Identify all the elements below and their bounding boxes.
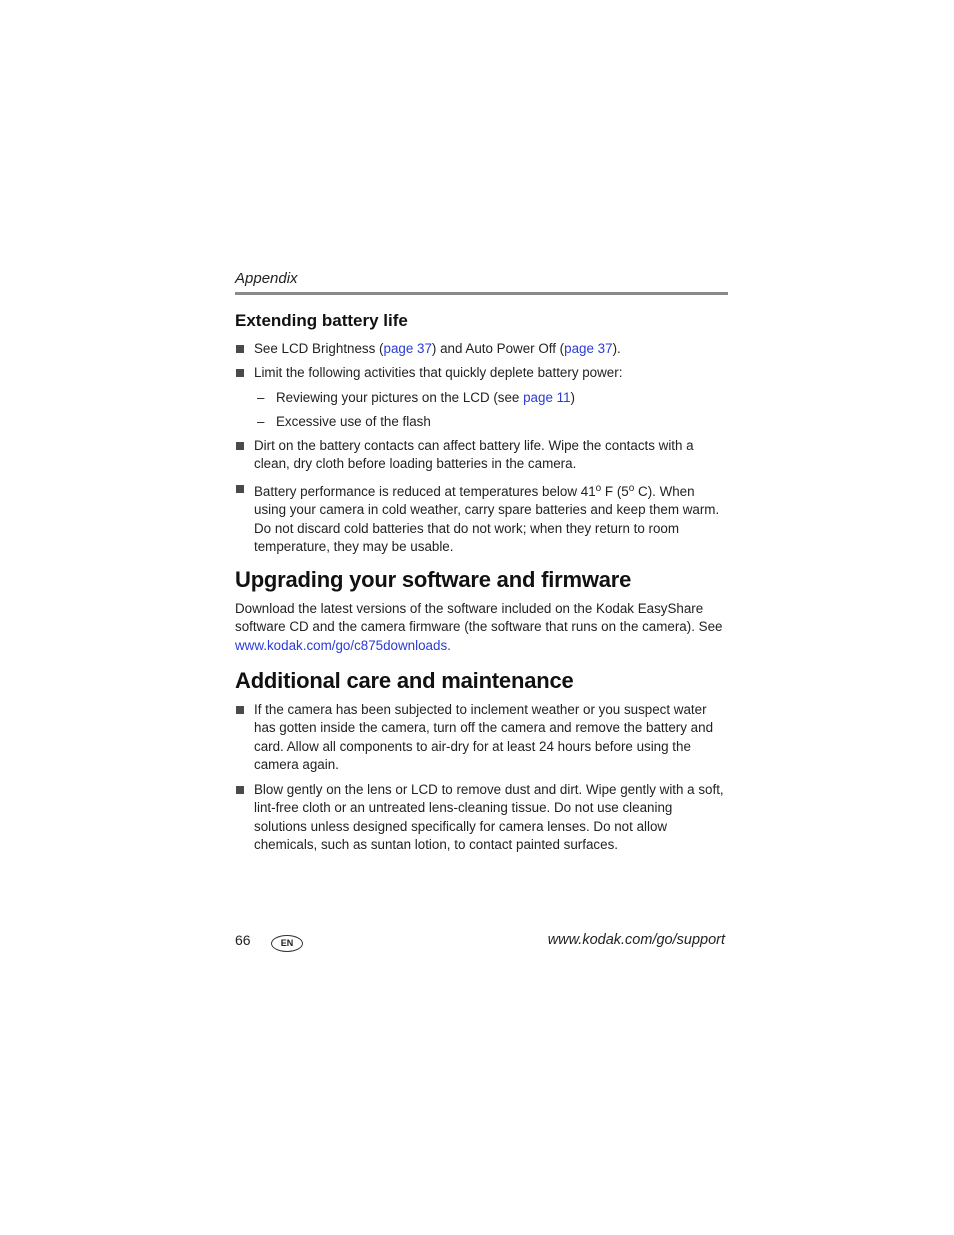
upgrading-paragraph: Download the latest versions of the software included on the Kodak EasyShare software CD and the camera firmware (the software that runs on the camera). See www.kodak.com/go/c875downloads.: [235, 601, 723, 653]
sub-item-text: Excessive use of the flash: [276, 414, 431, 429]
dash-bullet-icon: –: [257, 390, 265, 405]
header-rule: [235, 292, 728, 295]
section-heading-care: Additional care and maintenance: [235, 668, 574, 693]
bullet-item: [235, 364, 728, 382]
bullet-text: Limit the following activities that quickly deplete battery power:: [254, 365, 623, 380]
degree-symbol: o: [628, 483, 635, 494]
link-page-37-lcd[interactable]: page 37: [383, 341, 432, 356]
square-bullet-icon: [236, 369, 244, 377]
bullet-text: If the camera has been subjected to inclement weather or you suspect water has gotten inside the camera, turn off the camera and remove the battery and card. Allow all components to air-dry for at least 24 hours before using the camera again.: [254, 702, 714, 772]
bullet-text: Battery performance is reduced at temperatures below 41$^o$ F (5$^o$ C). When using your camera in cold weather, carry spare batteries and keep them warm. Do not discard cold batteries that do not work; when they return to room temperature, they may be usable.: [254, 483, 720, 554]
bullet-text: Dirt on the battery contacts can affect battery life. Wipe the contacts with a clean, dry cloth before loading batteries in the camera.: [254, 438, 694, 472]
bullet-item: [235, 781, 728, 854]
dash-bullet-icon: –: [257, 414, 265, 429]
section-heading-battery: Extending battery life: [235, 311, 408, 330]
square-bullet-icon: [236, 442, 244, 450]
link-page-37-power[interactable]: page 37: [564, 341, 613, 356]
bullet-item: [235, 701, 728, 774]
degree-symbol: o: [595, 483, 602, 494]
bullet-item: [235, 340, 728, 358]
language-badge: EN: [271, 935, 303, 952]
link-page-11[interactable]: page 11: [523, 390, 571, 405]
sub-item-text: Reviewing your pictures on the LCD (see page 11): [276, 390, 575, 405]
square-bullet-icon: [236, 706, 244, 714]
bullet-item: [235, 437, 728, 474]
square-bullet-icon: [236, 485, 244, 493]
bullet-text: See LCD Brightness (page 37) and Auto Power Off (page 37).: [254, 341, 621, 356]
sub-list-item: [257, 413, 727, 431]
footer-support-url[interactable]: www.kodak.com/go/support: [547, 932, 725, 948]
square-bullet-icon: [236, 345, 244, 353]
square-bullet-icon: [236, 786, 244, 794]
section-heading-upgrading: Upgrading your software and firmware: [235, 567, 632, 592]
bullet-item: [235, 480, 728, 556]
bullet-text: Blow gently on the lens or LCD to remove dust and dirt. Wipe gently with a soft, lint-free cloth or an untreated lens-cleaning tissue. Do not use cleaning solutions unless designed specifically for camera lenses. Do not allow chemicals, such as suntan lotion, to contact painted surfaces.: [254, 782, 724, 852]
sub-list-item: [257, 389, 727, 407]
link-c875-downloads[interactable]: www.kodak.com/go/c875downloads.: [235, 637, 451, 653]
page-number: 66: [235, 932, 251, 948]
running-head: Appendix: [235, 270, 298, 287]
